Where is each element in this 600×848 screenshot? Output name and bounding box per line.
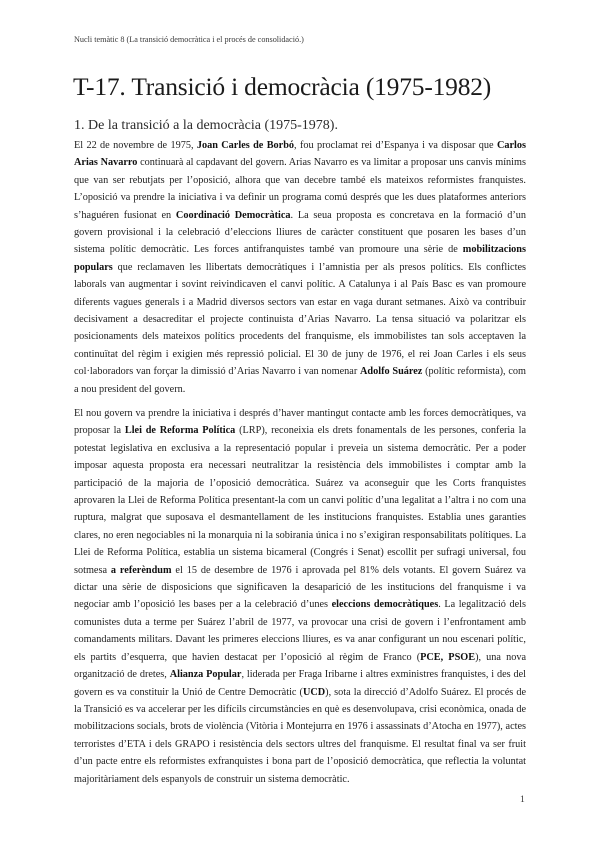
p2-term-referendum: a referèndum — [110, 564, 172, 576]
p1-text: El 22 de novembre de 1975, — [74, 140, 197, 151]
p1-term-joan-carles: Joan Carles de Borbó — [196, 140, 295, 151]
p2-term-llei-reforma: Llei de Reforma Política — [124, 425, 236, 437]
p1-term-suarez: Adolfo Suárez — [360, 366, 423, 378]
p2-term-ucd: UCD — [302, 686, 326, 698]
p2-term-pce-psoe: PCE, PSOE — [420, 651, 476, 663]
p1-text: (polític reformista), com a nou president del govern. — [74, 366, 526, 395]
p1-term-mobilitzacions: mobilitzacions populars — [74, 244, 526, 273]
p1-text: que reclamaven les llibertats democràtiques i l’amnistia per als presos polítics. Els conflictes laborals van augmentar i sovint reivindicaven el canvi polític. A Catalunya i al País Basc es van promoure diferents vagues generals i a Madrid diversos sectors van estar en vaga durant setmanes. Això va contribuir decisivament a desacreditar el projecte continuista d’Arias Navarro. La tensa situació va polaritzar els posicionaments dels mateixos polítics procedents del franquisme, els immobilistes tan sols acceptaven la continuïtat del règim i exigien més repressió policial. El 30 de juny de 1976, el rei Joan Carles i els seus col·laboradors van forçar la dimissió d’Arias Navarro i van nomenar — [74, 261, 526, 378]
p2-text: El nou govern va prendre la iniciativa i després d’haver mantingut contacte amb les forces democràtiques, va proposar la — [74, 408, 526, 437]
p2-term-alianza-popular: Alianza Popular — [169, 669, 242, 681]
p1-text: , fou proclamat rei d’Espanya i va disposar que — [294, 140, 497, 151]
p1-term-coordinacio: Coordinació Democràtica — [175, 209, 291, 221]
p2-text: ), una nova organització de dretes, — [74, 651, 527, 681]
p2-text: el 15 de desembre de 1976 i aprovada pel 81% dels votants. El govern Suárez va dictar una sèrie de disposicions que significaven la desaparició de les institucions del franquisme i va negociar amb l’oposició les bases per a la celebració d’unes — [74, 564, 526, 611]
page-title: T-17. Transició i democràcia (1975-1982) — [73, 72, 492, 101]
p1-text: . La seua proposta es concretava en la formació d’un govern provisional i la celebració d’eleccions lliures de caràcter constituent que posaren les bases d’un sistema polític democràtic. Les forces antifranquistes també van promoure una sèrie de — [74, 209, 526, 256]
p1-text: continuarà al capdavant del govern. Arias Navarro es va limitar a proposar uns canvis mínims que van ser rebutjats per l’oposició, alhora que van decebre també els mateixos reformistes franquistes. L’oposició va prendre la iniciativa i va definir un programa comú després que les dues plataformes anteriors s’haguéren fusionat en — [74, 157, 526, 221]
p2-term-eleccions: eleccions democràtiques — [331, 599, 439, 611]
p2-text: , liderada per Fraga Iribarne i altres exministres franquistes, i des del govern es va constituir la Unió de Centre Democràtic ( — [74, 669, 526, 698]
section-heading: 1. De la transició a la democràcia (1975-1978). — [74, 118, 338, 133]
p2-text: . La legalització dels comunistes duta a terme per Suárez l’abril de 1977, va provocar una crisi de govern i l’enfrontament amb comandaments militars. Davant les primeres eleccions lliures, es va anar configurant un nou escenari polític, els partits d’esquerra, que havien destacat per l’oposició al règim de Franco ( — [74, 599, 527, 663]
running-header: Nucli temàtic 8 (La transició democràtica i el procés de consolidació.) — [74, 35, 304, 44]
paragraph-1 — [74, 137, 526, 398]
p2-text: ), sota la direcció d’Adolfo Suárez. El procés de la Transició es va accelerar per les difícils circumstàncies en què es desenvolupava, crisi econòmica, onada de mobilitzacions socials, brots de violència (Vitòria i Montejurra en 1976 i assassinats d’Atocha en 1977), actes terroristes d’ETA i dels GRAPO i resistència dels sectors ultres del franquisme. El resultat final va ser fruit d’un pacte entre els reformistes exfranquistes i bona part de l’oposició democràtica, que reflectia la voluntat majoritàriament dels espanyols de construir un sistema democràtic. — [74, 686, 526, 785]
page-number: 1 — [520, 795, 525, 805]
p2-text: (LRP), reconeixia els drets fonamentals de les persones, conferia la potestat legislativa en exclusiva a la representació popular i preveia un sistema democràtic. Per a poder imposar aquesta proposta era necessari neutralitzar la resistència dels immobilistes i comptar amb la participació de la majoria de l’oposició democràtica. Suárez va aconseguir que les Corts franquistes aprovaren la Llei de Reforma Política presentant-la com un canvi polític d’una legalitat a l’altra i no com una ruptura, malgrat que suposava el desmantellament de les institucions franquistes. Establia unes garanties clares, no eren negociables ni la monarquia ni la sobirania única i no s’exigiran responsabilitats polítiques. La Llei de Reforma Política, establia un sistema bicameral (Congrés i Senat) escollit per sufragi universal, fou sotmesa — [74, 425, 527, 576]
p1-term-arias-navarro: Carlos Arias Navarro — [74, 140, 527, 169]
paragraph-2 — [74, 405, 526, 788]
